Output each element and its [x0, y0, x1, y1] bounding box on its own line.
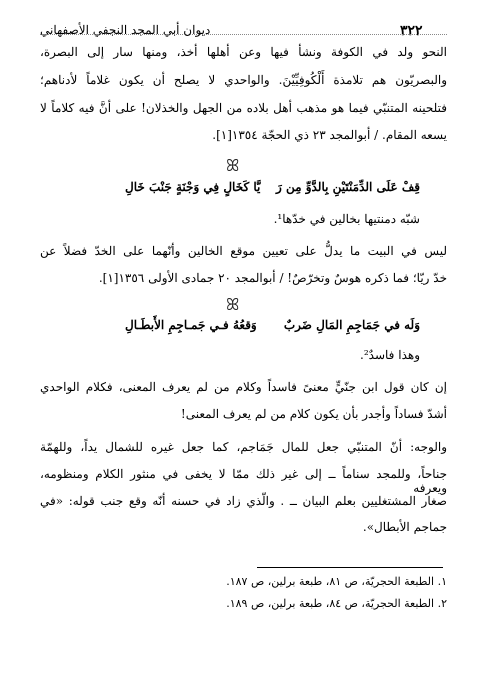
verse-2-left-hemistich: وَقعُهُ فـي جَمـاجِمِ الأَبطَـالِ	[125, 318, 257, 332]
verse-1-right-hemistich: قِفْ عَلَى الدِّمَنْتَيْنِ بِالدَّوِّ مِن رَ	[276, 180, 420, 194]
ornament-icon: ꕤ	[226, 295, 240, 314]
verse-1-left-hemistich: يَّا كَخَالٍ فِي وَجْنَةٍ جَنْبَ خَالِ	[125, 180, 261, 194]
p1-line-2: والبصريّون هم تلامذة أَلْكُوفِيِّيْنَ. والواحدي لا يصلح أن يكون غلاماً لأدناهم؛	[40, 73, 447, 87]
p6-line-1: والوجه: أنّ المتنبّي جعل للمال جَمَاجم، كما جعل غيره للشمال يداً، وللهمّة	[40, 440, 447, 454]
p3-line-2: خدّ ريّا؛ فما ذكره هوسٌ وتخرّصٌ! / أبوالمجد ٢٠ جمادى الأولى ١٣٥٦[١].	[98, 271, 447, 285]
p1-line-1: النحو ولد في الكوفة ونشأ فيها وعن أهلها أخذ، ومنها سار إلى البصرة،	[40, 45, 447, 59]
footnote-separator	[257, 567, 443, 568]
p1-line-4: يسعه المقام. / أبوالمجد ٢٣ ذي الحجّة ١٣٥٤[١].	[212, 128, 447, 142]
header-dotted-rule	[40, 34, 447, 35]
verse-2-right-hemistich: وَلَه في جَمَاجِمِ المَالِ ضَربٌ	[283, 318, 420, 332]
running-header-title: ديوان أبي المجد النجفي الأصفهاني	[40, 23, 211, 37]
footnote-1: ١. الطبعة الحجريّة، ص ٨١، طبعة برلين، ص ١٨٧.	[226, 575, 447, 588]
page-number: ٣٢٢	[400, 23, 423, 39]
verse-2-comment: وهذا فاسدٌ².	[360, 348, 420, 362]
ornament-icon: ꕤ	[226, 156, 240, 175]
footnote-2: ٢. الطبعة الحجريّة، ص ٨٤، طبعة برلين، ص ١٨٩.	[226, 597, 447, 610]
p6-line-2: جناحاً، وللمجد سناماً ــ إلى غير ذلك ممّا لا يخفى في منثور الكلام ومنظومه، ويعرفه	[40, 467, 447, 495]
p1-line-3: فتلحينه المتنبّي فيما هو مذهب أهل بلاده من الجهل والخذلان! على أنَّ فيه كلاماً لا	[40, 101, 447, 115]
p6-line-4: جماجم الأبطال».	[362, 520, 447, 534]
p5-line-2: أشدّ فساداً وأجدر بأن يكون كلام من لم يعرف المعنى!	[180, 407, 447, 421]
verse-1-gloss: شبّه دمنتيها بخالين في خدّها¹.	[273, 212, 420, 226]
p3-line-1: ليس في البيت ما يدلُّ على تعيين موقع الخالين وأنّهما على الخدّ فضلاً عن	[40, 244, 447, 258]
p6-line-3: صغار المشتغليين بعلم البيان ــ . والّذي زاد في حسنه أنّه وقع جنب قوله: «في	[40, 494, 447, 508]
p5-line-1: إن كان قول ابن جنّيٍّ معنىً فاسداً وكلام من لم يعرف المعنى، فكلام الواحدي	[40, 380, 447, 394]
